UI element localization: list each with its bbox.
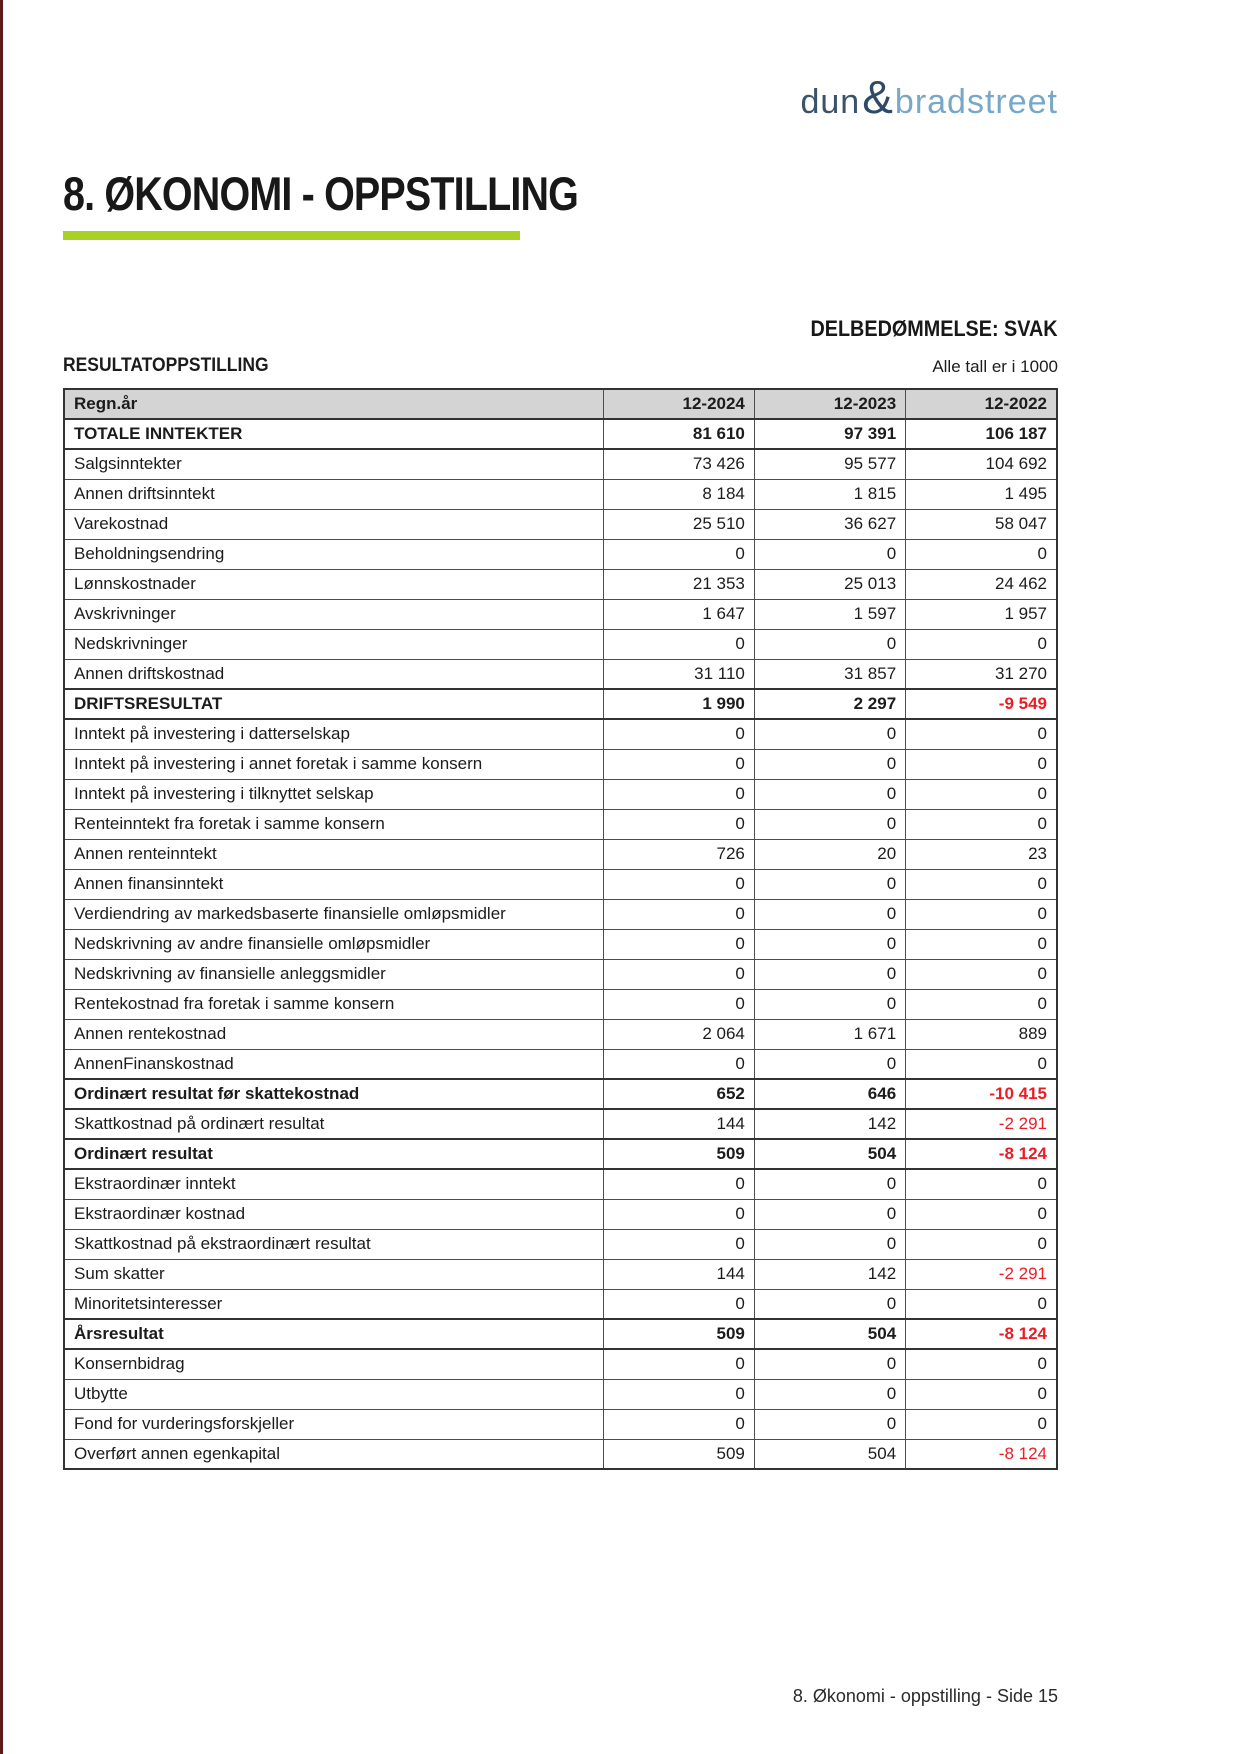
row-label: Annen driftsinntekt — [64, 479, 603, 509]
row-value: 1 647 — [603, 599, 754, 629]
table-row — [64, 1349, 1057, 1379]
row-label: Sum skatter — [64, 1259, 603, 1289]
row-value: 97 391 — [754, 419, 905, 449]
row-value: 0 — [906, 1379, 1057, 1409]
row-label: Nedskrivninger — [64, 629, 603, 659]
row-value: 509 — [603, 1319, 754, 1349]
row-value: 0 — [603, 749, 754, 779]
row-value: 0 — [754, 959, 905, 989]
row-value: 0 — [906, 1409, 1057, 1439]
section-label: RESULTATOPPSTILLING — [63, 355, 269, 376]
ampersand-icon: & — [862, 71, 893, 123]
row-label: Inntekt på investering i datterselskap — [64, 719, 603, 749]
row-value: 104 692 — [906, 449, 1057, 479]
row-value: -8 124 — [906, 1439, 1057, 1469]
row-label: DRIFTSRESULTAT — [64, 689, 603, 719]
row-value: 0 — [754, 1349, 905, 1379]
row-value: 0 — [906, 809, 1057, 839]
table-row — [64, 1079, 1057, 1109]
table-row — [64, 719, 1057, 749]
row-label: AnnenFinanskostnad — [64, 1049, 603, 1079]
table-row — [64, 1229, 1057, 1259]
page-title: 8. ØKONOMI - OPPSTILLING — [63, 167, 579, 220]
row-label: Rentekostnad fra foretak i samme konsern — [64, 989, 603, 1019]
row-label: TOTALE INNTEKTER — [64, 419, 603, 449]
units-note: Alle tall er i 1000 — [932, 357, 1058, 376]
row-value: 0 — [754, 869, 905, 899]
row-value: 8 184 — [603, 479, 754, 509]
row-value: 31 857 — [754, 659, 905, 689]
row-value: 0 — [754, 539, 905, 569]
row-value: 0 — [906, 929, 1057, 959]
row-label: Skattkostnad på ordinært resultat — [64, 1109, 603, 1139]
row-label: Lønnskostnader — [64, 569, 603, 599]
row-value: 144 — [603, 1109, 754, 1139]
row-value: 0 — [603, 1049, 754, 1079]
row-value: 0 — [754, 989, 905, 1019]
row-value: 0 — [603, 779, 754, 809]
row-value: 0 — [754, 809, 905, 839]
row-value: 31 270 — [906, 659, 1057, 689]
row-value: 0 — [906, 1229, 1057, 1259]
row-value: 1 990 — [603, 689, 754, 719]
rating-text: DELBEDØMMELSE: SVAK — [810, 316, 1058, 341]
header-cell-2022: 12-2022 — [906, 389, 1057, 419]
row-value: 2 297 — [754, 689, 905, 719]
row-value: 1 597 — [754, 599, 905, 629]
row-label: Ekstraordinær inntekt — [64, 1169, 603, 1199]
row-value: 0 — [603, 1169, 754, 1199]
row-value: 0 — [754, 779, 905, 809]
row-value: 2 064 — [603, 1019, 754, 1049]
row-value: 0 — [603, 1349, 754, 1379]
row-value: 0 — [754, 719, 905, 749]
row-value: 21 353 — [603, 569, 754, 599]
row-value: 509 — [603, 1439, 754, 1469]
row-value: -8 124 — [906, 1139, 1057, 1169]
logo-text-bradstreet: bradstreet — [894, 83, 1058, 121]
row-value: 0 — [906, 1289, 1057, 1319]
header-cell-2024: 12-2024 — [603, 389, 754, 419]
table-row — [64, 929, 1057, 959]
row-value: 646 — [754, 1079, 905, 1109]
row-value: 1 495 — [906, 479, 1057, 509]
row-value: 95 577 — [754, 449, 905, 479]
table-row — [64, 1169, 1057, 1199]
row-value: 142 — [754, 1109, 905, 1139]
row-value: 509 — [603, 1139, 754, 1169]
table-row — [64, 1409, 1057, 1439]
row-value: 726 — [603, 839, 754, 869]
row-label: Nedskrivning av andre finansielle omløpsmidler — [64, 929, 603, 959]
table-row — [64, 989, 1057, 1019]
table-row — [64, 509, 1057, 539]
table-body — [64, 419, 1057, 1469]
row-value: 504 — [754, 1439, 905, 1469]
row-label: Ordinært resultat — [64, 1139, 603, 1169]
logo-text-dun: dun — [800, 83, 861, 121]
row-label: Overført annen egenkapital — [64, 1439, 603, 1469]
row-value: 31 110 — [603, 659, 754, 689]
row-label: Annen rentekostnad — [64, 1019, 603, 1049]
row-label: Årsresultat — [64, 1319, 603, 1349]
row-label: Nedskrivning av finansielle anleggsmidler — [64, 959, 603, 989]
row-value: 106 187 — [906, 419, 1057, 449]
row-value: 81 610 — [603, 419, 754, 449]
row-label: Ordinært resultat før skattekostnad — [64, 1079, 603, 1109]
table-row — [64, 419, 1057, 449]
row-label: Utbytte — [64, 1379, 603, 1409]
row-value: -10 415 — [906, 1079, 1057, 1109]
row-value: 0 — [754, 1409, 905, 1439]
row-value: 0 — [754, 1379, 905, 1409]
row-value: 0 — [906, 749, 1057, 779]
row-value: 504 — [754, 1139, 905, 1169]
row-value: 0 — [754, 749, 905, 779]
row-value: 0 — [603, 1289, 754, 1319]
row-value: 0 — [906, 1199, 1057, 1229]
row-value: 0 — [906, 899, 1057, 929]
row-value: 0 — [906, 779, 1057, 809]
table-row — [64, 869, 1057, 899]
row-value: 0 — [754, 899, 905, 929]
table-row — [64, 1049, 1057, 1079]
table-row — [64, 899, 1057, 929]
row-value: -2 291 — [906, 1259, 1057, 1289]
table-row — [64, 1259, 1057, 1289]
row-value: -2 291 — [906, 1109, 1057, 1139]
row-value: 0 — [754, 929, 905, 959]
row-value: 0 — [603, 1409, 754, 1439]
row-value: 0 — [603, 1229, 754, 1259]
table-row — [64, 1019, 1057, 1049]
row-label: Avskrivninger — [64, 599, 603, 629]
row-value: 889 — [906, 1019, 1057, 1049]
table-row — [64, 569, 1057, 599]
title-accent-bar — [63, 231, 520, 240]
row-value: 142 — [754, 1259, 905, 1289]
row-value: 0 — [603, 869, 754, 899]
row-value: 1 957 — [906, 599, 1057, 629]
row-value: 0 — [603, 809, 754, 839]
row-value: 0 — [906, 1349, 1057, 1379]
table-row — [64, 1199, 1057, 1229]
row-value: 73 426 — [603, 449, 754, 479]
row-value: 36 627 — [754, 509, 905, 539]
row-label: Inntekt på investering i annet foretak i samme konsern — [64, 749, 603, 779]
table-row — [64, 539, 1057, 569]
row-label: Renteinntekt fra foretak i samme konsern — [64, 809, 603, 839]
dun-bradstreet-logo — [63, 70, 1058, 124]
row-value: 0 — [906, 869, 1057, 899]
row-label: Annen finansinntekt — [64, 869, 603, 899]
row-value: 1 671 — [754, 1019, 905, 1049]
row-value: 144 — [603, 1259, 754, 1289]
row-value: 0 — [906, 1169, 1057, 1199]
row-label: Annen renteinntekt — [64, 839, 603, 869]
header-cell-2023: 12-2023 — [754, 389, 905, 419]
row-label: Salgsinntekter — [64, 449, 603, 479]
table-row — [64, 479, 1057, 509]
row-value: 1 815 — [754, 479, 905, 509]
table-row — [64, 959, 1057, 989]
row-label: Varekostnad — [64, 509, 603, 539]
row-label: Verdiendring av markedsbaserte finansielle omløpsmidler — [64, 899, 603, 929]
page-left-edge-strip — [0, 0, 3, 1754]
row-label: Skattkostnad på ekstraordinært resultat — [64, 1229, 603, 1259]
row-value: 0 — [906, 959, 1057, 989]
table-row — [64, 689, 1057, 719]
row-value: 0 — [906, 989, 1057, 1019]
row-label: Beholdningsendring — [64, 539, 603, 569]
table-row — [64, 449, 1057, 479]
row-label: Annen driftskostnad — [64, 659, 603, 689]
table-row — [64, 839, 1057, 869]
row-label: Inntekt på investering i tilknyttet selskap — [64, 779, 603, 809]
row-value: 0 — [603, 959, 754, 989]
row-value: 0 — [906, 719, 1057, 749]
row-value: 0 — [906, 1049, 1057, 1079]
table-row — [64, 1319, 1057, 1349]
table-row — [64, 629, 1057, 659]
row-value: -8 124 — [906, 1319, 1057, 1349]
table-row — [64, 599, 1057, 629]
row-value: 0 — [603, 1199, 754, 1229]
row-value: 0 — [906, 539, 1057, 569]
row-value: 0 — [603, 989, 754, 1019]
row-value: 24 462 — [906, 569, 1057, 599]
row-value: 0 — [754, 1289, 905, 1319]
table-row — [64, 779, 1057, 809]
row-label: Konsernbidrag — [64, 1349, 603, 1379]
row-value: 0 — [603, 899, 754, 929]
row-value: 25 510 — [603, 509, 754, 539]
row-value: 504 — [754, 1319, 905, 1349]
row-label: Minoritetsinteresser — [64, 1289, 603, 1319]
page-footer: 8. Økonomi - oppstilling - Side 15 — [792, 1686, 1058, 1706]
row-value: 0 — [603, 929, 754, 959]
table-row — [64, 1289, 1057, 1319]
row-value: 0 — [906, 629, 1057, 659]
row-value: 652 — [603, 1079, 754, 1109]
table-row — [64, 809, 1057, 839]
row-label: Ekstraordinær kostnad — [64, 1199, 603, 1229]
table-row — [64, 1109, 1057, 1139]
row-value: 0 — [754, 629, 905, 659]
rating-line — [63, 316, 1058, 342]
table-header — [64, 389, 1057, 419]
table-row — [64, 1439, 1057, 1469]
table-row — [64, 659, 1057, 689]
row-value: 0 — [603, 1379, 754, 1409]
row-value: 23 — [906, 839, 1057, 869]
row-value: 0 — [603, 629, 754, 659]
table-row — [64, 1139, 1057, 1169]
row-value: 0 — [603, 539, 754, 569]
row-value: 0 — [754, 1229, 905, 1259]
row-value: 0 — [754, 1199, 905, 1229]
table-header-row — [64, 389, 1057, 419]
row-label: Fond for vurderingsforskjeller — [64, 1409, 603, 1439]
table-caption-row — [63, 355, 1058, 377]
row-value: 0 — [754, 1049, 905, 1079]
row-value: 25 013 — [754, 569, 905, 599]
row-value: 20 — [754, 839, 905, 869]
table-row — [64, 1379, 1057, 1409]
row-value: 58 047 — [906, 509, 1057, 539]
row-value: -9 549 — [906, 689, 1057, 719]
row-value: 0 — [754, 1169, 905, 1199]
table-row — [64, 749, 1057, 779]
header-cell-regnaar: Regn.år — [64, 389, 603, 419]
income-statement-table — [63, 388, 1058, 1470]
row-value: 0 — [603, 719, 754, 749]
